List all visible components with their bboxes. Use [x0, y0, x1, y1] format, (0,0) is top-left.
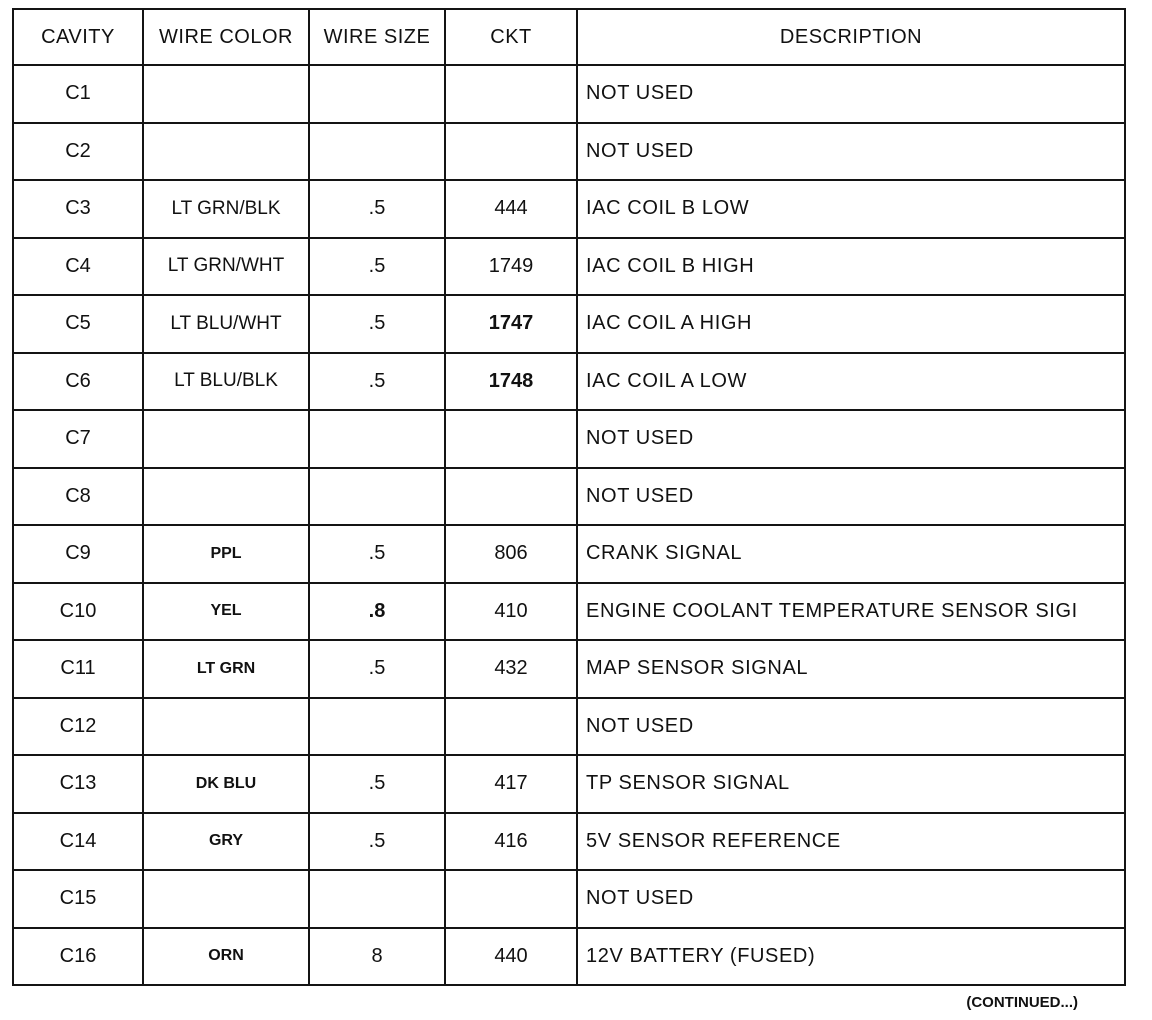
description-cell: ENGINE COOLANT TEMPERATURE SENSOR SIGI: [577, 583, 1125, 641]
description-cell: NOT USED: [577, 65, 1125, 123]
description-cell: TP SENSOR SIGNAL: [577, 755, 1125, 813]
wire-color-cell: [143, 468, 309, 526]
wire-size-cell: .5: [309, 813, 445, 871]
ckt-cell: [445, 65, 577, 123]
cavity-cell: C10: [13, 583, 143, 641]
ckt-cell: 444: [445, 180, 577, 238]
cavity-cell: C4: [13, 238, 143, 296]
wire-color-cell: LT GRN: [143, 640, 309, 698]
ckt-cell: [445, 698, 577, 756]
description-cell: IAC COIL A HIGH: [577, 295, 1125, 353]
cavity-cell: C13: [13, 755, 143, 813]
description-cell: IAC COIL A LOW: [577, 353, 1125, 411]
description-cell: CRANK SIGNAL: [577, 525, 1125, 583]
cavity-cell: C7: [13, 410, 143, 468]
table-row: [13, 238, 1125, 296]
ckt-cell: [445, 468, 577, 526]
cavity-cell: C15: [13, 870, 143, 928]
wire-color-cell: LT BLU/WHT: [143, 295, 309, 353]
wire-size-cell: [309, 468, 445, 526]
wire-size-cell: 8: [309, 928, 445, 986]
table-row: [13, 353, 1125, 411]
wire-color-cell: DK BLU: [143, 755, 309, 813]
cavity-cell: C11: [13, 640, 143, 698]
cavity-cell: C16: [13, 928, 143, 986]
wire-size-cell: .5: [309, 353, 445, 411]
connector-pinout-table: [12, 8, 1126, 986]
table-row: [13, 123, 1125, 181]
ckt-cell: 432: [445, 640, 577, 698]
wire-color-cell: ORN: [143, 928, 309, 986]
wire-color-cell: GRY: [143, 813, 309, 871]
table-row: [13, 813, 1125, 871]
table-row: [13, 698, 1125, 756]
description-cell: 12V BATTERY (FUSED): [577, 928, 1125, 986]
description-cell: NOT USED: [577, 410, 1125, 468]
cavity-cell: C8: [13, 468, 143, 526]
wire-color-cell: PPL: [143, 525, 309, 583]
cavity-cell: C9: [13, 525, 143, 583]
wire-color-cell: LT GRN/BLK: [143, 180, 309, 238]
description-cell: NOT USED: [577, 698, 1125, 756]
wire-size-cell: [309, 698, 445, 756]
header-cavity: CAVITY: [13, 9, 143, 65]
description-cell: NOT USED: [577, 870, 1125, 928]
description-cell: NOT USED: [577, 123, 1125, 181]
cavity-cell: C5: [13, 295, 143, 353]
ckt-cell: [445, 123, 577, 181]
ckt-cell: 1749: [445, 238, 577, 296]
description-cell: NOT USED: [577, 468, 1125, 526]
wire-color-cell: [143, 65, 309, 123]
wire-size-cell: .5: [309, 238, 445, 296]
ckt-cell: [445, 410, 577, 468]
wire-size-cell: [309, 123, 445, 181]
header-wire-size: WIRE SIZE: [309, 9, 445, 65]
wire-size-cell: .5: [309, 180, 445, 238]
cavity-cell: C12: [13, 698, 143, 756]
cavity-cell: C1: [13, 65, 143, 123]
wire-size-cell: .5: [309, 295, 445, 353]
description-cell: IAC COIL B HIGH: [577, 238, 1125, 296]
wire-color-cell: [143, 123, 309, 181]
table-row: [13, 640, 1125, 698]
wire-size-cell: .5: [309, 640, 445, 698]
wire-size-cell: [309, 65, 445, 123]
ckt-cell: 806: [445, 525, 577, 583]
wire-size-cell: .8: [309, 583, 445, 641]
wire-color-cell: YEL: [143, 583, 309, 641]
wire-color-cell: LT BLU/BLK: [143, 353, 309, 411]
ckt-cell: 416: [445, 813, 577, 871]
cavity-cell: C2: [13, 123, 143, 181]
wire-size-cell: [309, 410, 445, 468]
wire-color-cell: [143, 870, 309, 928]
continued-note: (CONTINUED...): [966, 994, 1078, 1011]
header-ckt: CKT: [445, 9, 577, 65]
connector-pinout-table-container: [12, 8, 1124, 986]
description-cell: 5V SENSOR REFERENCE: [577, 813, 1125, 871]
table-row: [13, 468, 1125, 526]
table-row: [13, 295, 1125, 353]
cavity-cell: C3: [13, 180, 143, 238]
description-cell: IAC COIL B LOW: [577, 180, 1125, 238]
wire-color-cell: [143, 698, 309, 756]
cavity-cell: C14: [13, 813, 143, 871]
wire-size-cell: [309, 870, 445, 928]
wire-size-cell: .5: [309, 755, 445, 813]
table-row: [13, 583, 1125, 641]
ckt-cell: [445, 870, 577, 928]
table-row: [13, 928, 1125, 986]
table-row: [13, 65, 1125, 123]
ckt-cell: 440: [445, 928, 577, 986]
header-wire-color: WIRE COLOR: [143, 9, 309, 65]
ckt-cell: 410: [445, 583, 577, 641]
table-row: [13, 755, 1125, 813]
ckt-cell: 1747: [445, 295, 577, 353]
table-row: [13, 870, 1125, 928]
cavity-cell: C6: [13, 353, 143, 411]
table-row: [13, 410, 1125, 468]
header-description: DESCRIPTION: [577, 9, 1125, 65]
ckt-cell: 1748: [445, 353, 577, 411]
wire-color-cell: LT GRN/WHT: [143, 238, 309, 296]
table-row: [13, 525, 1125, 583]
wire-size-cell: .5: [309, 525, 445, 583]
wire-color-cell: [143, 410, 309, 468]
ckt-cell: 417: [445, 755, 577, 813]
table-header-row: [13, 9, 1125, 65]
table-row: [13, 180, 1125, 238]
description-cell: MAP SENSOR SIGNAL: [577, 640, 1125, 698]
